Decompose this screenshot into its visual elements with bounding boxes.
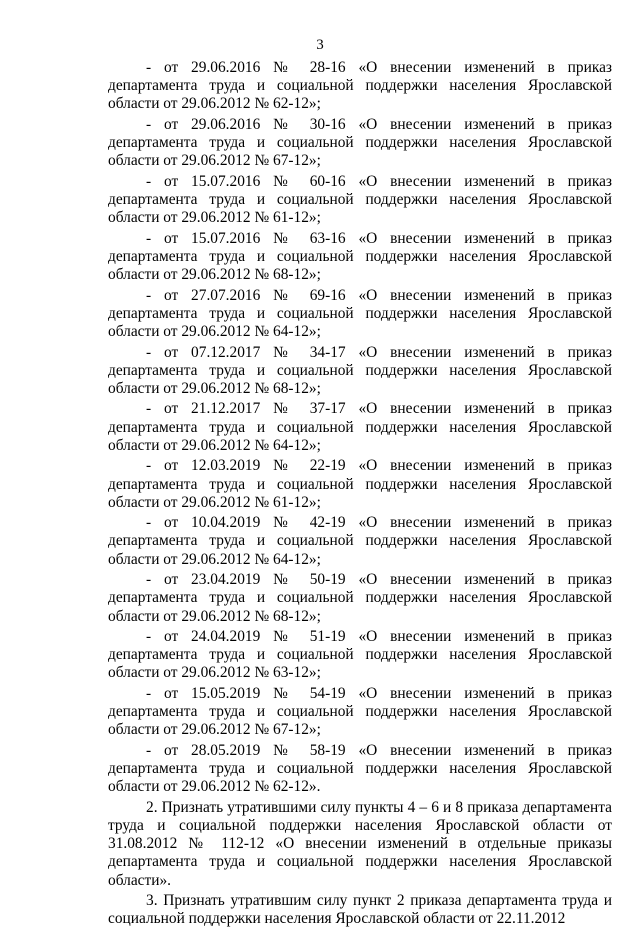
list-item: - от 24.04.2019 № 51-19 «О внесении изменений в приказ департамента труда и социальной поддержки населения Ярославской области от 29.06.2012 № 63-12»; [108, 628, 612, 682]
list-item: - от 28.05.2019 № 58-19 «О внесении изменений в приказ департамента труда и социальной поддержки населения Ярославской области от 29.06.2012 № 62-12». [108, 741, 612, 796]
page-number: 3 [316, 37, 324, 53]
list-item: - от 29.06.2016 № 28-16 «О внесении изменений в приказ департамента труда и социальной поддержки населения Ярославской области от 29.06.2012 № 62-12»; [108, 59, 612, 113]
list-item: - от 12.03.2019 № 22-19 «О внесении изменений в приказ департамента труда и социальной поддержки населения Ярославской области от 29.06.2012 № 61-12»; [108, 457, 612, 511]
paragraph-2: 2. Признать утратившими силу пункты 4 – 6 и 8 приказа департамента труда и социальной поддержки населения Ярославской области от 31.08.2012 № 112-12 «О внесении изменений в отдельные приказы департамента труда и социальной поддержки населения Ярославской области». [108, 798, 612, 889]
list-item: - от 10.04.2019 № 42-19 «О внесении изменений в приказ департамента труда и социальной поддержки населения Ярославской области от 29.06.2012 № 64-12»; [108, 514, 612, 568]
list-item: - от 15.07.2016 № 60-16 «О внесении изменений в приказ департамента труда и социальной поддержки населения Ярославской области от 29.06.2012 № 61-12»; [108, 172, 612, 227]
list-item: - от 15.07.2016 № 63-16 «О внесении изменений в приказ департамента труда и социальной поддержки населения Ярославской области от 29.06.2012 № 68-12»; [108, 229, 612, 284]
list-item: - от 23.04.2019 № 50-19 «О внесении изменений в приказ департамента труда и социальной поддержки населения Ярославской области от 29.06.2012 № 68-12»; [108, 571, 612, 625]
paragraph-3: 3. Признать утратившим силу пункт 2 приказа департамента труда и социальной поддержки населения Ярославской области от 22.11.2012 [108, 892, 612, 928]
list-item: - от 15.05.2019 № 54-19 «О внесении изменений в приказ департамента труда и социальной поддержки населения Ярославской области от 29.06.2012 № 67-12»; [108, 684, 612, 739]
list-item: - от 29.06.2016 № 30-16 «О внесении изменений в приказ департамента труда и социальной поддержки населения Ярославской области от 29.06.2012 № 67-12»; [108, 115, 612, 170]
list-item: - от 21.12.2017 № 37-17 «О внесении изменений в приказ департамента труда и социальной поддержки населения Ярославской области от 29.06.2012 № 64-12»; [108, 400, 612, 454]
list-item: - от 07.12.2017 № 34-17 «О внесении изменений в приказ департамента труда и социальной поддержки населения Ярославской области от 29.06.2012 № 68-12»; [108, 343, 612, 397]
document-body [108, 59, 612, 931]
list-item: - от 27.07.2016 № 69-16 «О внесении изменений в приказ департамента труда и социальной поддержки населения Ярославской области от 29.06.2012 № 64-12»; [108, 286, 612, 341]
